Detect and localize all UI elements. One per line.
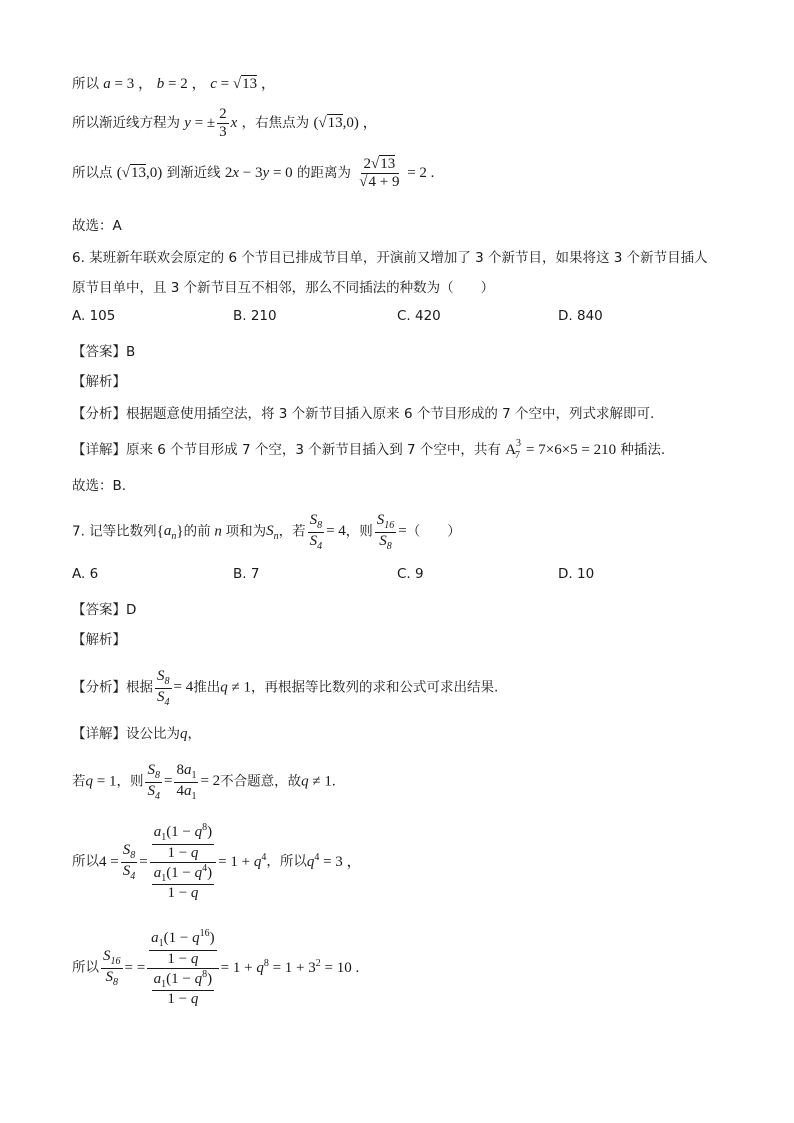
q7-pre: 7. 记等比数列 bbox=[72, 523, 157, 540]
q7-stem bbox=[72, 512, 461, 552]
math-focus: (√13,0) ， bbox=[313, 115, 378, 132]
math-sn: $S_n$ bbox=[266, 523, 279, 543]
q6-option-a: A. 105 bbox=[72, 308, 116, 324]
q6-analysis-tag: 【解析】 bbox=[72, 374, 126, 390]
label-genju: 根据 bbox=[126, 679, 153, 696]
math-q: q bbox=[180, 726, 188, 742]
math-point: (√13,0) bbox=[116, 165, 163, 182]
label-zaigenju: ，再根据等比数列的求和公式可求出结果. bbox=[250, 679, 499, 696]
line-abc-values bbox=[72, 72, 276, 93]
q6-option-b: B. 210 bbox=[233, 308, 277, 324]
q7-answer: 【答案】D bbox=[72, 602, 137, 618]
q7-option-a: A. 6 bbox=[72, 566, 99, 582]
q6-option-c: C. 420 bbox=[397, 308, 441, 324]
q7-option-c: C. 9 bbox=[397, 566, 424, 582]
tag-xiangjie: 【详解】 bbox=[72, 442, 126, 458]
math-qne1b: q ≠ 1. bbox=[301, 773, 336, 790]
label-dian: 所以点 bbox=[72, 165, 113, 182]
q7-step1 bbox=[72, 822, 362, 903]
tag-fenxi: 【分析】 bbox=[72, 679, 126, 696]
q7-mid1: 的前 bbox=[183, 523, 211, 540]
label-buhe: 不合题意，故 bbox=[220, 773, 302, 790]
math-line-eq: 2x − 3y = 0 bbox=[224, 165, 293, 182]
q7-fenxi bbox=[72, 668, 498, 708]
q6-choose: 故选：B. bbox=[72, 478, 127, 494]
q7-mid2: 项和为 bbox=[225, 523, 267, 540]
math-n: n bbox=[210, 523, 226, 540]
label-tuichu: 推出 bbox=[193, 679, 221, 696]
q7-mid3: ，若 bbox=[278, 523, 306, 540]
label-ze: ，则 bbox=[116, 773, 144, 790]
q6-stem-line2: 原节目单中，且 3 个新节目互不相邻，那么不同插法的种数为（ ） bbox=[72, 280, 495, 296]
q7-step2 bbox=[72, 928, 359, 1009]
q7-analysis-tag: 【解析】 bbox=[72, 632, 126, 648]
math-step2: $\frac{S_{16}}{S_8}$ = = $\frac{\frac{a_1(1 - q^{16})}{1 - q}}{\frac{a_1(1 - q^8)}{1 - q}}$ = $1 + q^8 = 1 + 3^2 = 10$ . bbox=[103, 928, 360, 1008]
math-qne1: q ≠ 1 bbox=[220, 679, 251, 696]
label-jianjin: 所以渐近线方程为 bbox=[72, 115, 180, 132]
math-ratio1: $\frac{S_8}{S_4}$ = 4 bbox=[309, 512, 346, 552]
q7-case-q1 bbox=[72, 762, 336, 802]
q6-stem-line1: 6. 某班新年联欢会原定的 6 个节目已排成节目单，开演前又增加了 3 个新节目，如果将这 3 个新节目插人 bbox=[72, 250, 708, 266]
label-juli: 的距离为 bbox=[296, 165, 351, 182]
label-daojianjin: 到渐近线 bbox=[166, 165, 221, 182]
math-ratio2: $\frac{S_{16}}{S_8}$ = bbox=[376, 512, 407, 552]
math-q4-eq-3: $q^4 = 3$ ， bbox=[306, 851, 362, 870]
q7-option-b: B. 7 bbox=[233, 566, 260, 582]
math-distance-frac: $\frac{2√13}{√4 + 9}$ = 2 . bbox=[359, 156, 435, 191]
math-asymptote: y = ± $\frac{2}{3}$ x bbox=[184, 106, 238, 141]
label-suoyi2: 所以 bbox=[72, 853, 99, 870]
math-step1: 4 = $\frac{S_8}{S_4}$ = $\frac{\frac{a_1(1 - q^8)}{1 - q}}{\frac{a_1(1 - q^4)}{1 - q}}$ = $1 + q^4$ bbox=[99, 822, 267, 902]
tag-xiangjie2: 【详解】 bbox=[72, 726, 126, 742]
math-q-eq-1: q = 1 bbox=[85, 773, 117, 790]
label-youjiao: ，右焦点为 bbox=[241, 115, 310, 132]
label-shegong: 设公比为 bbox=[126, 726, 180, 742]
q7-option-d: D. 10 bbox=[558, 566, 595, 582]
math-permutation: $A^3_7 = 7\times 6\times 5 = 210$ bbox=[505, 438, 617, 461]
label-suoyi: 所以 bbox=[72, 76, 99, 92]
q7-end: （ ） bbox=[406, 523, 461, 540]
math-ratio-cond: $\frac{S_8}{S_4}$ = 4 bbox=[157, 668, 194, 708]
line-choose-a: 故选：A bbox=[72, 218, 122, 234]
math-abc: a = 3 ， b = 2 ， c = √13 ， bbox=[103, 76, 276, 92]
q6-option-d: D. 840 bbox=[558, 308, 603, 324]
q6-xiangjie: 【详解】原来 6 个节目形成 7 个空，3 个新节目插入到 7 个空中，共有 $A^3_7 = 7\times 6\times 5 = 210$ 种插法. bbox=[72, 438, 666, 461]
q6-answer: 【答案】B bbox=[72, 344, 136, 360]
label-ruo: 若 bbox=[72, 773, 86, 790]
label-suoyi-q4: ，所以 bbox=[266, 853, 307, 870]
q7-xiangjie: 【详解】设公比为q， bbox=[72, 726, 201, 742]
q6-fenxi: 【分析】根据题意使用插空法，将 3 个新节目插入原来 6 个节目形成的 7 个空中，列式求解即可. bbox=[72, 406, 655, 422]
math-seq: $\{a_n\}$ bbox=[156, 523, 184, 543]
label-suoyi3: 所以 bbox=[72, 959, 99, 976]
line-distance bbox=[72, 156, 434, 192]
line-asymptote bbox=[72, 106, 378, 142]
q7-mid4: ，则 bbox=[345, 523, 373, 540]
math-case-frac: $\frac{S_8}{S_4}$ = $\frac{8a_1}{4a_1}$ = 2 bbox=[147, 762, 221, 802]
